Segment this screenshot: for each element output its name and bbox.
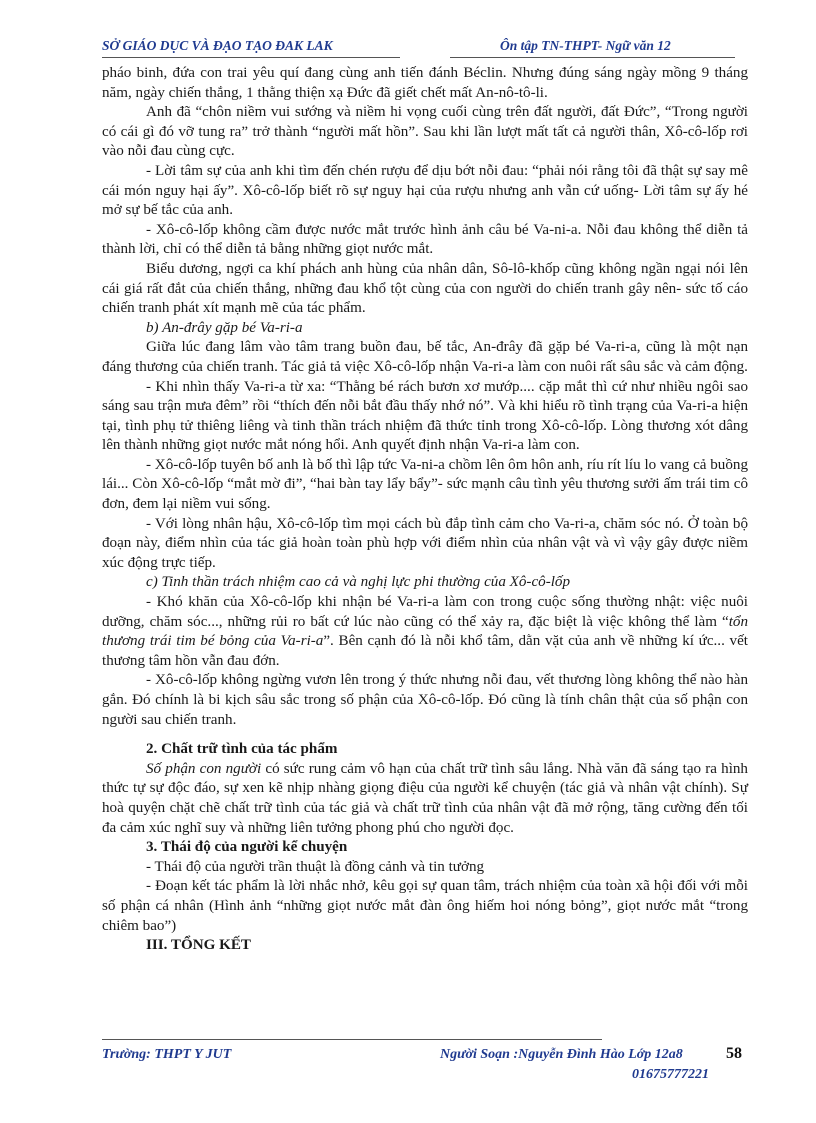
header-right: Ôn tập TN-THPT- Ngữ văn 12 — [500, 38, 671, 53]
paragraph: - Xô-cô-lốp không ngừng vươn lên trong ý thức nhưng nỗi đau, vết thương lòng không thể nào hàn gắn. Đó chính là bi kịch sâu sắc trong số phận của Xô-cô-lốp. Đó cũng là tính chân thật của số phận con người sau chiến tranh. — [102, 672, 748, 728]
paragraph: pháo binh, đứa con trai yêu quí đang cùng anh tiến đánh Béclin. Nhưng đúng sáng ngày mồng 9 tháng năm, ngày chiến thắng, 1 thằng thiện xạ Đức đã giết chết mất An-nô-tô-li. — [102, 65, 748, 101]
paragraph: - Thái độ của người trần thuật là đồng cảnh và tin tưởng — [146, 858, 485, 875]
paragraph: - Lời tâm sự của anh khi tìm đến chén rượu để dịu bớt nỗi đau: “phải nói rằng tôi đã thật sự say mê cái món nguy hại ấy”. Xô-cô-lốp biết rõ sự nguy hại của rượu nhưng anh vẫn cứ uống- Lời tâm sự ấy hé mở sự bế tắc của anh. — [102, 162, 748, 219]
paragraph-text: có sức rung cảm vô hạn của chất trữ tình sâu lắng. Nhà văn đã sáng tạo ra hình thức tự sự độc đáo, sự xen kẽ nhịp nhàng giọng điệu của người kể chuyện (tác giả và nhân vật chính). Sự hoà quyện chặt chẽ chất trữ tình của tác giả và chất trữ tình của nhân vật đã mở rộng, tăng cường đến tối đa cảm xúc nghĩ suy và những liên tưởng phong phú cho người đọc. — [102, 760, 748, 836]
spacer — [102, 730, 748, 740]
paragraph: - Với lòng nhân hậu, Xô-cô-lốp tìm mọi cách bù đắp tình cảm cho Va-ri-a, chăm sóc nó. Ở toàn bộ đoạn này, điểm nhìn của tác giả hoàn toàn phù hợp với điểm nhìn của nhân vật và vì vậy gây được niềm xúc động trực tiếp. — [102, 515, 748, 571]
paragraph: Biểu dương, ngợi ca khí phách anh hùng của nhân dân, Sô-lô-khốp cũng không ngần ngại nói lên cái giá rất đắt của chiến thắng, những đau khổ tột cùng của con người do chiến tranh gây nên- sức tố cáo chiến tranh phát xít mạnh mẽ của tác phẩm. — [102, 260, 748, 317]
header-left: SỞ GIÁO DỤC VÀ ĐẠO TẠO ĐAK LAK — [102, 38, 333, 53]
section-heading: III. TỔNG KẾT — [146, 937, 251, 954]
paragraph: Anh đã “chôn niềm vui sướng và niềm hi vọng cuối cùng trên đất người, đất Đức”, “Trong người có cái gì đó vỡ tung ra” trở thành “người mất hồn”. Sau khi lần lượt mất tất cả người thân, Xô-cô-lốp rơi vào nỗi đau cùng cực. — [102, 104, 748, 160]
paragraph: - Xô-cô-lốp tuyên bố anh là bố thì lập tức Va-ni-a chồm lên ôm hôn anh, ríu rít líu lo vang cả buồng lái... Còn Xô-cô-lốp “mắt mờ đi”, “hai bàn tay lẩy bẩy”- sức mạnh câu tình yêu thương sưởi ấm trái tim cô đơn, đem lại niềm vui sống. — [102, 456, 748, 513]
paragraph — [102, 760, 748, 838]
paragraph: - Xô-cô-lốp không cầm được nước mắt trước hình ảnh câu bé Va-ni-a. Nỗi đau không thể diễn tả thành lời, chỉ có thể diễn tả bằng những giọt nước mắt. — [102, 221, 748, 258]
section-heading: 2. Chất trữ tình của tác phẩm — [146, 741, 338, 758]
paragraph — [102, 593, 748, 671]
footer-school: Trường: THPT Y JUT — [102, 1047, 232, 1062]
footer-phone: 01675777221 — [632, 1067, 709, 1082]
paragraph: Giữa lúc đang lâm vào tâm trang buồn đau, bế tắc, An-đrây đã gặp bé Va-ri-a, cũng là một nạn đáng thương của chiến tranh. Tác giả tả việc Xô-cô-lốp nhận Va-ri-a làm con nuôi rất sâu sắc và cảm động. — [102, 339, 748, 375]
subsection-heading: c) Tinh thần trách nhiệm cao cả và nghị lực phi thường của Xô-cô-lốp — [146, 574, 571, 591]
body-text — [102, 64, 748, 956]
footer-author: Người Soạn :Nguyễn Đình Hào Lớp 12a8 — [440, 1047, 683, 1062]
header-rule-right — [450, 57, 735, 58]
italic-title: Số phận con người — [146, 760, 262, 777]
italic-quote: tổn thương trái tim bé bỏng của Va-ri-a — [102, 613, 748, 650]
paragraph-text: - Khó khăn của Xô-cô-lốp khi nhận bé Va-ri-a làm con trong cuộc sống thường nhật: việc nuôi dưỡng, chăm sóc..., những rủi ro bất cứ lúc nào cũng có thể xảy ra, đặc biệt là việc không thể làm “ — [102, 594, 748, 630]
footer-rule — [102, 1039, 602, 1040]
paragraph: - Khi nhìn thấy Va-ri-a từ xa: “Thằng bé rách bươn xơ mướp.... cặp mắt thì cứ như nhiều ngôi sao sáng sau trận mưa đêm” rồi “thích đến nỗi bắt đầu thấy nhớ nó”. Và khi hiểu rõ tình trạng của Va-ri-a hiện tại, tình phụ tử thiêng liêng và tinh thần trách nhiệm đã thức tỉnh trong Xô-cô-lốp. Lòng thương xót dâng lên thành những giọt nước mắt nóng hổi. Anh quyết định nhận Va-ri-a làm con. — [102, 378, 748, 454]
header-rule-left — [102, 57, 400, 58]
paragraph-text: ”. Bên cạnh đó là nỗi khổ tâm, dằn vặt của anh về những kí ức... vết thương tâm hồn vẫn đau đớn. — [102, 633, 748, 669]
section-heading: 3. Thái độ của người kể chuyện — [146, 839, 348, 856]
page-number: 58 — [726, 1045, 742, 1062]
subsection-heading: b) An-đrây gặp bé Va-ri-a — [146, 319, 303, 336]
paragraph: - Đoạn kết tác phẩm là lời nhắc nhở, kêu gọi sự quan tâm, trách nhiệm của toàn xã hội đối với mỗi số phận cá nhân (Hình ảnh “những giọt nước mắt đàn ông hiếm hoi nóng bỏng”, giọt nước mắt “trong chiêm bao”) — [102, 878, 748, 934]
